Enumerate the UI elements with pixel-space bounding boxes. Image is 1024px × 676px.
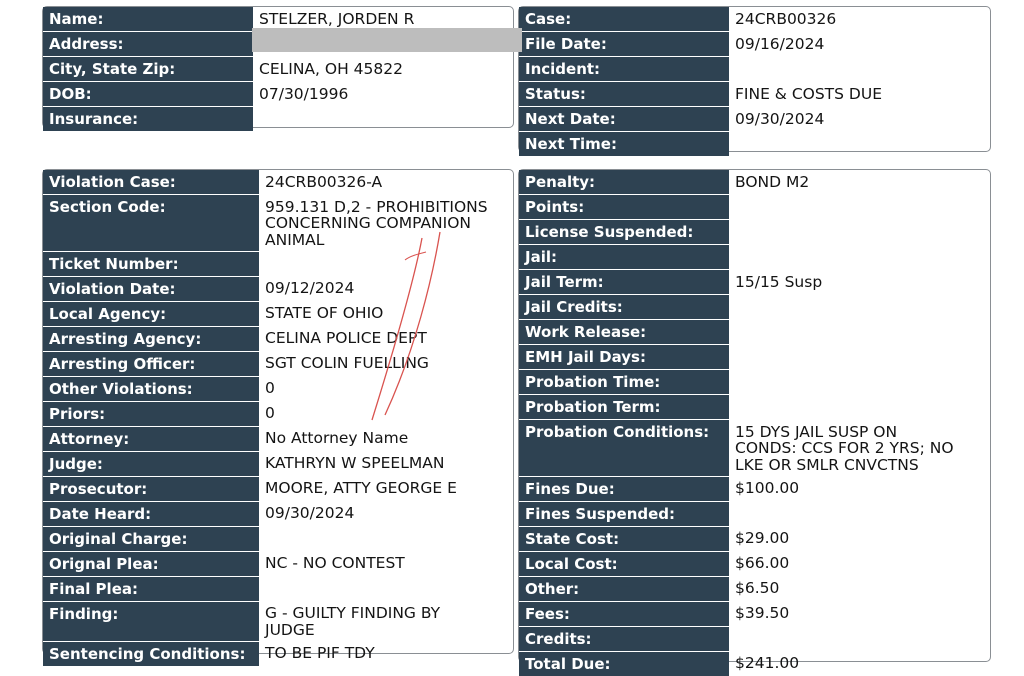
- incident-label: Incident:: [519, 57, 729, 82]
- row-fines-due: [519, 476, 990, 501]
- row-next-time: [519, 132, 990, 157]
- next-time-label: Next Time:: [519, 132, 729, 157]
- probation-time-label: Probation Time:: [519, 370, 729, 395]
- row-license-suspended: [519, 220, 990, 245]
- next-time-value: [729, 132, 990, 157]
- row-penalty: [519, 170, 990, 195]
- row-ticket-number: [43, 251, 513, 276]
- credits-label: Credits:: [519, 626, 729, 651]
- violation-case-label: Violation Case:: [43, 170, 259, 195]
- row-city-state-zip: [43, 57, 513, 82]
- state-cost-value: $29.00: [735, 529, 790, 547]
- fines-due-value: $100.00: [735, 479, 800, 497]
- date-heard-label: Date Heard:: [43, 501, 259, 526]
- attorney-value: No Attorney Name: [265, 429, 409, 447]
- next-date-label: Next Date:: [519, 107, 729, 132]
- status-value: FINE & COSTS DUE: [735, 84, 882, 103]
- row-finding: [43, 601, 513, 641]
- violation-table: [43, 170, 513, 666]
- row-original-charge: [43, 526, 513, 551]
- local-agency-value: STATE OF OHIO: [265, 304, 384, 322]
- orignal-plea-value: NC - NO CONTEST: [265, 554, 405, 572]
- row-date-heard: [43, 501, 513, 526]
- jail-term-label: Jail Term:: [519, 270, 729, 295]
- judge-value: KATHRYN W SPEELMAN: [265, 454, 445, 472]
- row-jail-term: [519, 270, 990, 295]
- address-label: Address:: [43, 32, 253, 57]
- row-probation-term: [519, 395, 990, 420]
- penalty-value: BOND M2: [735, 173, 810, 191]
- ticket-number-value: [259, 251, 513, 276]
- probation-term-value: [729, 395, 990, 420]
- prosecutor-value: MOORE, ATTY GEORGE E: [265, 479, 457, 497]
- state-cost-label: State Cost:: [519, 526, 729, 551]
- row-violation-date: [43, 276, 513, 301]
- row-dob: [43, 82, 513, 107]
- row-total-due: [519, 651, 990, 676]
- probation-conditions-value: 15 DYS JAIL SUSP ON CONDS: CCS FOR 2 YRS; NO LKE OR SMLR CNVCTNS: [735, 422, 954, 474]
- orignal-plea-label: Orignal Plea:: [43, 551, 259, 576]
- total-due-label: Total Due:: [519, 651, 729, 676]
- row-insurance: [43, 107, 513, 132]
- fines-due-label: Fines Due:: [519, 476, 729, 501]
- row-fines-suspended: [519, 501, 990, 526]
- jail-term-value: 15/15 Susp: [735, 272, 823, 291]
- jail-credits-label: Jail Credits:: [519, 295, 729, 320]
- row-fees: [519, 601, 990, 626]
- date-heard-value: 09/30/2024: [265, 504, 355, 522]
- row-priors: [43, 401, 513, 426]
- final-plea-value: [259, 576, 513, 601]
- finding-value: G - GUILTY FINDING BY JUDGE: [265, 604, 441, 639]
- emh-jail-days-label: EMH Jail Days:: [519, 345, 729, 370]
- case-value: 24CRB00326: [735, 10, 837, 28]
- priors-label: Priors:: [43, 401, 259, 426]
- row-next-date: [519, 107, 990, 132]
- points-label: Points:: [519, 195, 729, 220]
- row-jail-credits: [519, 295, 990, 320]
- fines-suspended-label: Fines Suspended:: [519, 501, 729, 526]
- row-emh-jail-days: [519, 345, 990, 370]
- other-value: $6.50: [735, 579, 780, 597]
- incident-value: [729, 57, 990, 82]
- address-redaction: [252, 28, 522, 52]
- violation-panel: [42, 169, 514, 663]
- license-suspended-label: License Suspended:: [519, 220, 729, 245]
- license-suspended-value: [729, 220, 990, 245]
- row-status: [519, 82, 990, 107]
- arresting-officer-label: Arresting Officer:: [43, 351, 259, 376]
- section-code-value: 959.131 D,2 - PROHIBITIONS CONCERNING COMPANION ANIMAL: [265, 197, 488, 249]
- local-agency-label: Local Agency:: [43, 301, 259, 326]
- row-incident: [519, 57, 990, 82]
- arresting-agency-value: CELINA POLICE DEPT: [265, 329, 427, 347]
- other-violations-value: 0: [265, 379, 275, 397]
- row-arresting-officer: [43, 351, 513, 376]
- row-violation-case: [43, 170, 513, 195]
- row-sentencing-conditions: [43, 641, 513, 666]
- points-value: [729, 195, 990, 220]
- next-date-value: 09/30/2024: [735, 109, 825, 128]
- jail-label: Jail:: [519, 245, 729, 270]
- priors-value: 0: [265, 404, 275, 422]
- finding-label: Finding:: [43, 601, 259, 641]
- work-release-value: [729, 320, 990, 345]
- attorney-label: Attorney:: [43, 426, 259, 451]
- emh-jail-days-value: [729, 345, 990, 370]
- dob-value: 07/30/1996: [259, 84, 349, 103]
- name-value: STELZER, JORDEN R: [259, 10, 415, 28]
- other-label: Other:: [519, 576, 729, 601]
- credits-value: [729, 626, 990, 651]
- defendant-panel: [42, 6, 514, 128]
- original-charge-value: [259, 526, 513, 551]
- arresting-officer-value: SGT COLIN FUELLING: [265, 354, 429, 372]
- insurance-value: [253, 107, 513, 132]
- row-local-cost: [519, 551, 990, 576]
- final-plea-label: Final Plea:: [43, 576, 259, 601]
- violation-case-value: 24CRB00326-A: [265, 173, 383, 191]
- prosecutor-label: Prosecutor:: [43, 476, 259, 501]
- row-probation-conditions: [519, 420, 990, 477]
- file-date-value: 09/16/2024: [735, 34, 825, 53]
- probation-time-value: [729, 370, 990, 395]
- local-cost-value: $66.00: [735, 554, 790, 572]
- penalty-label: Penalty:: [519, 170, 729, 195]
- work-release-label: Work Release:: [519, 320, 729, 345]
- file-date-label: File Date:: [519, 32, 729, 57]
- row-prosecutor: [43, 476, 513, 501]
- defendant-table: [43, 7, 513, 131]
- row-state-cost: [519, 526, 990, 551]
- row-arresting-agency: [43, 326, 513, 351]
- dob-label: DOB:: [43, 82, 253, 107]
- case-label: Case:: [519, 7, 729, 32]
- row-other-violations: [43, 376, 513, 401]
- violation-date-label: Violation Date:: [43, 276, 259, 301]
- case-table: [519, 7, 990, 156]
- status-label: Status:: [519, 82, 729, 107]
- row-work-release: [519, 320, 990, 345]
- row-orignal-plea: [43, 551, 513, 576]
- row-final-plea: [43, 576, 513, 601]
- city-state-zip-label: City, State Zip:: [43, 57, 253, 82]
- fees-value: $39.50: [735, 604, 790, 622]
- other-violations-label: Other Violations:: [43, 376, 259, 401]
- name-label: Name:: [43, 7, 253, 32]
- penalty-panel: [518, 169, 991, 673]
- violation-date-value: 09/12/2024: [265, 279, 355, 297]
- row-probation-time: [519, 370, 990, 395]
- probation-conditions-label: Probation Conditions:: [519, 420, 729, 477]
- row-jail: [519, 245, 990, 270]
- row-judge: [43, 451, 513, 476]
- jail-credits-value: [729, 295, 990, 320]
- probation-term-label: Probation Term:: [519, 395, 729, 420]
- section-code-label: Section Code:: [43, 195, 259, 252]
- local-cost-label: Local Cost:: [519, 551, 729, 576]
- row-section-code: [43, 195, 513, 252]
- original-charge-label: Original Charge:: [43, 526, 259, 551]
- case-panel: [518, 6, 991, 152]
- row-points: [519, 195, 990, 220]
- row-other: [519, 576, 990, 601]
- arresting-agency-label: Arresting Agency:: [43, 326, 259, 351]
- insurance-label: Insurance:: [43, 107, 253, 132]
- penalty-table: [519, 170, 990, 676]
- fines-suspended-value: [729, 501, 990, 526]
- row-attorney: [43, 426, 513, 451]
- judge-label: Judge:: [43, 451, 259, 476]
- row-credits: [519, 626, 990, 651]
- jail-value: [729, 245, 990, 270]
- sentencing-conditions-label: Sentencing Conditions:: [43, 641, 259, 666]
- row-file-date: [519, 32, 990, 57]
- fees-label: Fees:: [519, 601, 729, 626]
- sentencing-conditions-value: TO BE PIF TDY: [265, 644, 375, 662]
- row-case: [519, 7, 990, 32]
- row-local-agency: [43, 301, 513, 326]
- ticket-number-label: Ticket Number:: [43, 251, 259, 276]
- total-due-value: $241.00: [735, 654, 800, 672]
- city-state-zip-value: CELINA, OH 45822: [259, 59, 403, 78]
